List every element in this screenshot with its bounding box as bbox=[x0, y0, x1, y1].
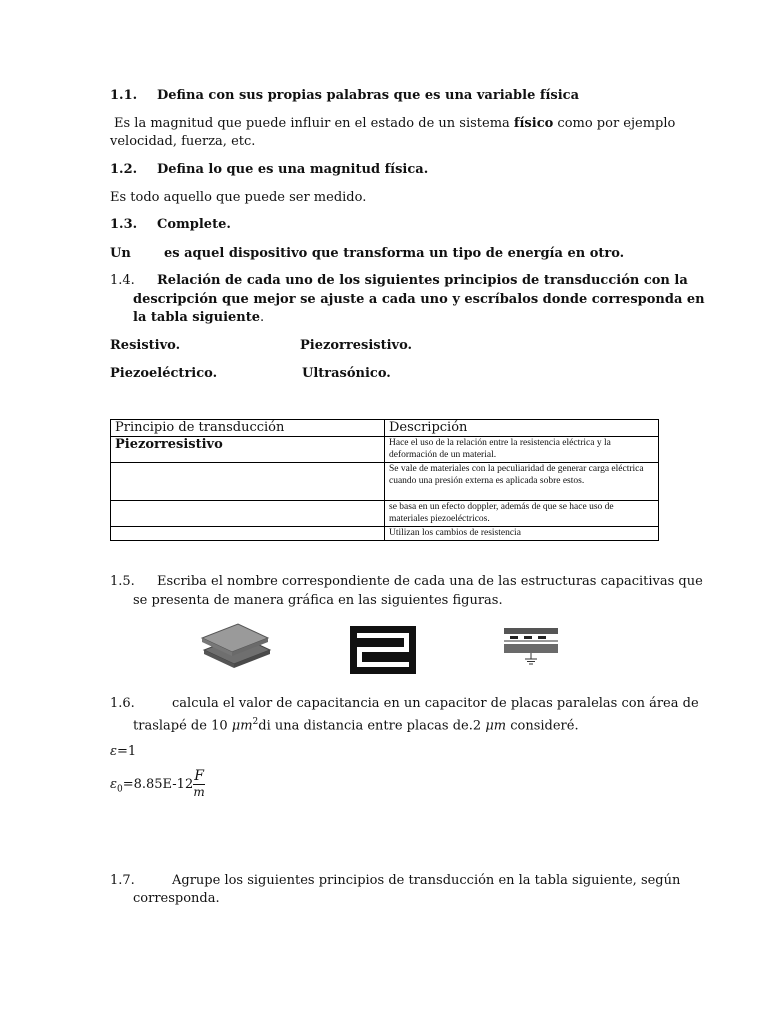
epsilon-value: =1 bbox=[116, 744, 137, 759]
q1-6-line2 bbox=[133, 714, 579, 734]
area-exponent: 2 bbox=[252, 717, 259, 727]
interdigitated-capacitor-figure bbox=[350, 626, 416, 674]
table-cell-description: Utilizan los cambios de resistencia bbox=[385, 527, 659, 541]
epsilon-symbol: ε bbox=[110, 744, 117, 759]
a1-1-line1 bbox=[114, 115, 675, 132]
equation-epsilon bbox=[110, 743, 136, 760]
a1-3-start: Un bbox=[110, 246, 131, 261]
q1-4-line2: descripción que mejor se ajuste a cada uno y escríbalos donde corresponda en bbox=[133, 292, 705, 307]
q1-7-number: 1.7. bbox=[110, 873, 135, 888]
table-row bbox=[111, 527, 659, 541]
table-cell-principle[interactable] bbox=[111, 463, 385, 501]
table-row bbox=[111, 501, 659, 527]
q1-7-line2: corresponda. bbox=[133, 891, 220, 906]
distance-unit: μm bbox=[485, 718, 507, 734]
table-cell-description: se basa en un efecto doppler, además de que se hace uso de materiales piezoeléctricos. bbox=[385, 501, 659, 527]
a1-2-text: Es todo aquello que puede ser medido. bbox=[110, 190, 367, 205]
q1-3-title: Complete. bbox=[157, 217, 231, 232]
q1-2-number: 1.2. bbox=[110, 162, 138, 177]
principle-piezoelectrico: Piezoeléctrico. bbox=[110, 366, 218, 381]
table-cell-principle[interactable]: Piezorresistivo bbox=[111, 437, 385, 463]
q1-2-title: Defina lo que es una magnitud física. bbox=[157, 162, 429, 177]
a1-1-line2: velocidad, fuerza, etc. bbox=[110, 134, 256, 149]
q1-6-text-b: di una distancia entre placas de. bbox=[258, 718, 473, 734]
epsilon0-symbol: ε bbox=[110, 777, 117, 792]
principle-resistivo: Resistivo. bbox=[110, 338, 181, 353]
transduction-table bbox=[110, 419, 659, 541]
table-row bbox=[111, 463, 659, 501]
table-cell-principle[interactable] bbox=[111, 527, 385, 541]
table-row bbox=[111, 437, 659, 463]
area-value: 10 bbox=[211, 718, 228, 734]
distance-value: 2 bbox=[472, 718, 482, 734]
q1-4-line3-text: la tabla siguiente bbox=[133, 310, 261, 325]
principle-piezorresistivo: Piezorresistivo. bbox=[300, 338, 413, 353]
q1-4-line3-period: . bbox=[260, 310, 265, 325]
a1-3-rest: es aquel dispositivo que transforma un tipo de energía en otro. bbox=[164, 246, 625, 261]
table-cell-description: Hace el uso de la relación entre la resistencia eléctrica y la deformación de un material. bbox=[385, 437, 659, 463]
q1-6-number: 1.6. bbox=[110, 696, 135, 711]
table-header-row bbox=[111, 420, 659, 437]
q1-6-line1: calcula el valor de capacitancia en un capacitor de placas paralelas con área de bbox=[172, 696, 699, 711]
layered-capacitor-figure bbox=[502, 626, 560, 666]
epsilon0-value: =8.85E-12 bbox=[122, 777, 194, 792]
units-fraction bbox=[193, 769, 205, 800]
q1-4-line1: Relación de cada uno de los siguientes principios de transducción con la bbox=[157, 273, 688, 288]
q1-5-line1: Escriba el nombre correspondiente de cada una de las estructuras capacitivas que bbox=[157, 574, 703, 589]
principle-ultrasonico: Ultrasónico. bbox=[302, 366, 391, 381]
a1-1-text-a: Es la magnitud que puede influir en el estado de un sistema bbox=[114, 116, 514, 131]
q1-7-line1: Agrupe los siguientes principios de transducción en la tabla siguiente, según bbox=[172, 873, 681, 888]
header-principle: Principio de transducción bbox=[111, 420, 385, 437]
equation-epsilon-zero bbox=[110, 769, 205, 806]
q1-3-number: 1.3. bbox=[110, 217, 138, 232]
q1-6-text-c: consideré. bbox=[506, 718, 579, 734]
fraction-numerator: F bbox=[194, 768, 204, 784]
q1-5-line2: se presenta de manera gráfica en las siguientes figuras. bbox=[133, 593, 503, 608]
q1-4-number: 1.4. bbox=[110, 273, 135, 288]
header-description: Descripción bbox=[385, 420, 659, 437]
table-cell-principle[interactable] bbox=[111, 501, 385, 527]
a1-1-text-bold: físico bbox=[513, 116, 554, 131]
table-cell-description: Se vale de materiales con la peculiaridad de generar carga eléctrica cuando una presión externa es aplicada sobre estos. bbox=[385, 463, 659, 501]
area-unit: μm bbox=[231, 718, 253, 734]
q1-5-number: 1.5. bbox=[110, 574, 135, 589]
fraction-denominator: m bbox=[193, 785, 205, 799]
q1-1-number: 1.1. bbox=[110, 88, 138, 103]
a1-1-text-c: como por ejemplo bbox=[553, 116, 676, 131]
parallel-plates-figure bbox=[198, 622, 274, 680]
epsilon0-subscript: 0 bbox=[116, 784, 123, 795]
q1-4-line3 bbox=[133, 309, 264, 326]
q1-6-text-a: traslapé de bbox=[133, 718, 212, 734]
q1-1-title: Defina con sus propias palabras que es una variable física bbox=[157, 88, 580, 103]
